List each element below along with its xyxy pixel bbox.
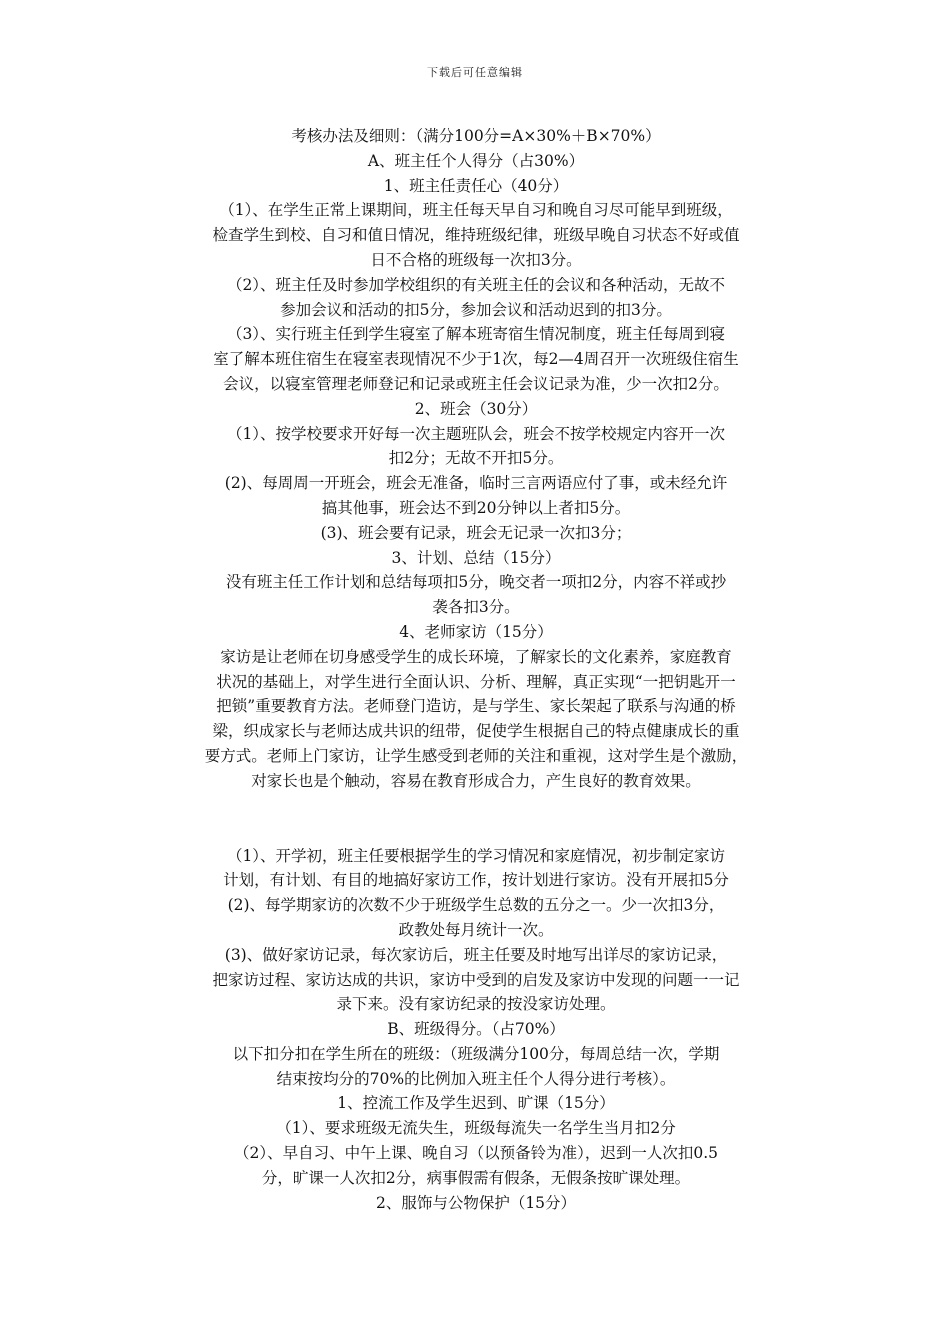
text-line: （1）、按学校要求开好每一次主题班队会，班会不按学校规定内容开一次 (226, 424, 726, 443)
text-line: 分，旷课一人次扣2分，病事假需有假条，无假条按旷课处理。 (261, 1168, 691, 1187)
text-line: 政教处每月统计一次。 (398, 920, 554, 939)
text-line: 扣2分；无故不开扣5分。 (388, 449, 564, 468)
text-line: （3）、实行班主任到学生寝室了解本班寄宿生情况制度，班主任每周到寝 (226, 325, 726, 344)
text-line: 结束按均分的70%的比例加入班主任个人得分进行考核）。 (276, 1069, 676, 1088)
text-line: 4、老师家访（15分） (399, 622, 553, 641)
text-line: 把锁”重要教育方法。老师登门造访，是与学生、家长架起了联系与沟通的桥 (216, 697, 736, 716)
text-line: 检查学生到校、自习和值日情况，维持班级纪律，班级早晚自习状态不好或值 (212, 226, 740, 245)
text-line: 日不合格的班级每一次扣3分。 (370, 250, 582, 269)
text-line: 袭各扣3分。 (432, 598, 520, 617)
text-line: 家访是让老师在切身感受学生的成长环境，了解家长的文化素养，家庭教育 (220, 647, 732, 666)
text-line: 2、服饰与公物保护（15分） (375, 1193, 577, 1212)
text-line: 以下扣分扣在学生所在的班级：（班级满分100分，每周总结一次，学期 (232, 1044, 720, 1063)
text-line: (2)、每学期家访的次数不少于班级学生总数的五分之一。少一次扣3分， (227, 896, 725, 915)
text-line: 1、控流工作及学生迟到、旷课（15分） (337, 1094, 615, 1113)
text-line: 梁，织成家长与老师达成共识的纽带，促使学生根据自己的特点健康成长的重 (212, 722, 740, 741)
text-line: （2）、班主任及时参加学校组织的有关班主任的会议和各种活动，无故不 (226, 275, 726, 294)
text-line: 会议，以寝室管理老师登记和记录或班主任会议记录为准，少一次扣2分。 (223, 374, 729, 393)
text-line: B、班级得分。（占70%） (387, 1020, 565, 1039)
text-line: 录下来。没有家访纪录的按没家访处理。 (336, 995, 616, 1014)
text-line: （1）、要求班级无流失生，班级每流失一名学生当月扣2分 (276, 1119, 676, 1138)
document-body (138, 124, 814, 1215)
text-line: 2、班会（30分） (414, 399, 538, 418)
text-line: 状况的基础上，对学生进行全面认识、分析、理解，真正实现“一把钥匙开一 (216, 672, 736, 691)
text-line: 对家长也是个触动，容易在教育形成合力，产生良好的教育效果。 (251, 771, 701, 790)
text-line: (3)、班会要有记录，班会无记录一次扣3分； (320, 523, 632, 542)
text-line: 搞其他事，班会达不到20分钟以上者扣5分。 (321, 498, 631, 517)
text-line: （1）、开学初，班主任要根据学生的学习情况和家庭情况，初步制定家访 (226, 846, 726, 865)
text-line: 计划，有计划、有目的地搞好家访工作，按计划进行家访。没有开展扣5分 (223, 871, 729, 890)
text-line: 考核办法及细则：（满分100分=A×30%＋B×70%） (291, 127, 661, 145)
paragraph-gap (138, 794, 814, 844)
text-line: 要方式。老师上门家访，让学生感受到老师的关注和重视，这对学生是个激励， (204, 746, 748, 765)
text-line: （2）、早自习、中午上课、晚自习（以预备铃为准），迟到一人次扣0.5 (233, 1144, 718, 1163)
text-line: 3、计划、总结（15分） (391, 548, 561, 567)
text-line: 没有班主任工作计划和总结每项扣5分，晚交者一项扣2分，内容不祥或抄 (225, 573, 727, 592)
text-line: 参加会议和活动的扣5分，参加会议和活动迟到的扣3分。 (280, 300, 672, 319)
text-line: 把家访过程、家访达成的共识，家访中受到的启发及家访中发现的问题一一记 (212, 970, 740, 989)
text-line: A、班主任个人得分（占30%） (367, 151, 585, 170)
text-line: 室了解本班住宿生在寝室表现情况不少于1次，每2—4周召开一次班级住宿生 (213, 350, 739, 369)
page-header: 下载后可任意编辑 (427, 66, 523, 79)
text-line: （1）、在学生正常上课期间，班主任每天早自习和晚自习尽可能早到班级， (219, 201, 733, 220)
text-line: (2)、每周周一开班会，班会无准备，临时三言两语应付了事，或未经允许 (224, 474, 728, 493)
text-line: (3)、做好家访记录，每次家访后，班主任要及时地写出详尽的家访记录， (224, 945, 728, 964)
text-line: 1、班主任责任心（40分） (383, 176, 569, 195)
